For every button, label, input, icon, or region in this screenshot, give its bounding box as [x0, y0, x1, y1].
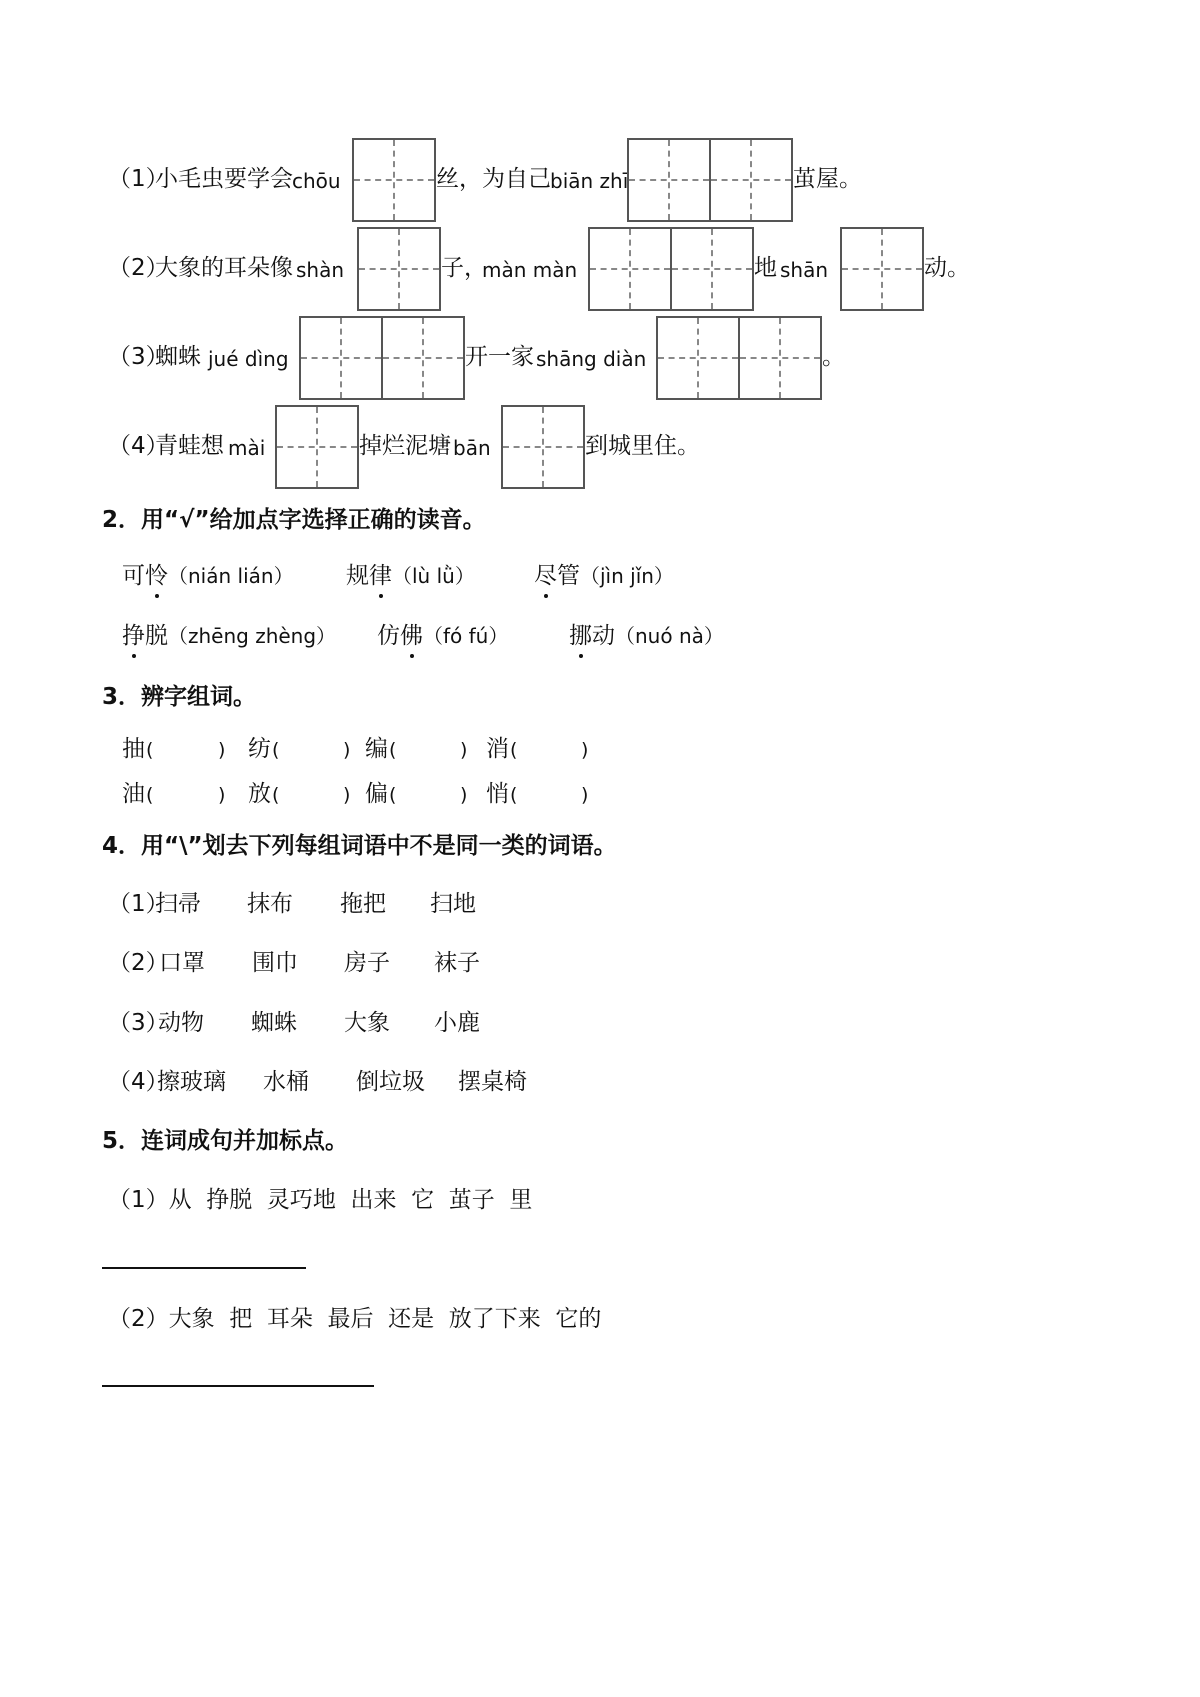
writing-box[interactable]	[275, 405, 359, 489]
word[interactable]: 拖把	[340, 891, 386, 917]
paren-close: )	[581, 739, 589, 761]
item-number: （2）	[108, 255, 169, 281]
answer-line[interactable]	[102, 1267, 306, 1269]
sentence-text: 蜘蛛	[155, 344, 201, 370]
answer-line[interactable]	[102, 1385, 374, 1387]
char: 放	[248, 781, 271, 807]
paren-close: )	[343, 739, 351, 761]
writing-box[interactable]	[670, 227, 754, 311]
dotted-char: 挣	[122, 623, 145, 649]
paren-close: )	[218, 739, 226, 761]
dotted-char: 尽	[534, 563, 557, 589]
reading-choice	[569, 625, 724, 648]
pinyin: shāng diàn	[536, 347, 647, 371]
reading-choice	[377, 625, 508, 648]
paren-open: (	[272, 784, 280, 806]
paren-open: (	[146, 739, 154, 761]
writing-box[interactable]	[588, 227, 672, 311]
writing-box[interactable]	[299, 316, 383, 400]
paren-open: (	[389, 784, 397, 806]
char: 可	[122, 563, 145, 589]
group-number: （1）	[108, 891, 169, 917]
sentence-words-2: （2）大象 把 耳朵 最后 还是 放了下来 它的	[108, 1306, 602, 1332]
paren-close: )	[218, 784, 226, 806]
char: 动	[592, 623, 615, 649]
word[interactable]: 擦玻璃	[157, 1069, 226, 1095]
writing-box[interactable]	[709, 138, 793, 222]
item-number: （3）	[108, 344, 169, 370]
word[interactable]: 动物	[158, 1010, 204, 1036]
word[interactable]: 蜘蛛	[251, 1010, 297, 1036]
question-2-title: 2．用“√”给加点字选择正确的读音。	[102, 507, 486, 533]
pinyin: bān	[453, 436, 491, 460]
writing-box[interactable]	[352, 138, 436, 222]
question-3-title: 3．辨字组词。	[102, 684, 257, 710]
writing-box[interactable]	[501, 405, 585, 489]
sentence-text: 掉烂泥塘	[359, 433, 451, 459]
paren-open: (	[389, 739, 397, 761]
char: 消	[486, 736, 509, 762]
writing-box[interactable]	[738, 316, 822, 400]
paren-close: )	[343, 784, 351, 806]
pinyin: màn màn	[482, 258, 578, 282]
char: 仿	[377, 623, 400, 649]
question-5-title: 5．连词成句并加标点。	[102, 1128, 349, 1154]
writing-box[interactable]	[357, 227, 441, 311]
pinyin: shàn	[296, 258, 345, 282]
char: 脱	[145, 623, 168, 649]
char: 悄	[486, 781, 509, 807]
group-number: （4）	[108, 1069, 169, 1095]
writing-box[interactable]	[627, 138, 711, 222]
paren-open: (	[146, 784, 154, 806]
paren-close: )	[460, 784, 468, 806]
item-number: （4）	[108, 433, 169, 459]
question-4-title: 4．用“\”划去下列每组词语中不是同一类的词语。	[102, 833, 617, 859]
pinyin-options[interactable]: （jìn jǐn）	[580, 564, 674, 588]
word[interactable]: 大象	[344, 1010, 390, 1036]
dotted-char: 怜	[145, 563, 168, 589]
item-number: （1）	[108, 166, 169, 192]
pinyin-options[interactable]: （zhēng zhèng）	[168, 624, 337, 648]
word[interactable]: 水桶	[263, 1069, 309, 1095]
pinyin-options[interactable]: （nián lián）	[168, 564, 294, 588]
word[interactable]: 扫地	[430, 891, 476, 917]
reading-choice	[122, 565, 294, 588]
paren-open: (	[510, 784, 518, 806]
sentence-text: 青蛙想	[155, 433, 224, 459]
word[interactable]: 抹布	[247, 891, 293, 917]
pinyin: mài	[228, 436, 266, 460]
pinyin-options[interactable]: （lù lǜ）	[392, 564, 475, 588]
word[interactable]: 倒垃圾	[356, 1069, 425, 1095]
sentence-text: 到城里住。	[585, 433, 700, 459]
pinyin-options[interactable]: （nuó nà）	[615, 624, 724, 648]
dotted-char: 佛	[400, 623, 423, 649]
dotted-char: 律	[369, 563, 392, 589]
sentence-text: 大象的耳朵像	[155, 255, 293, 281]
reading-choice	[346, 565, 475, 588]
char: 管	[557, 563, 580, 589]
sentence-text: 。	[822, 344, 845, 370]
writing-box[interactable]	[381, 316, 465, 400]
pinyin: biān zhī	[550, 169, 629, 193]
writing-box[interactable]	[840, 227, 924, 311]
pinyin: shān	[780, 258, 829, 282]
reading-choice	[534, 565, 674, 588]
sentence-text: 丝，为自己	[436, 166, 551, 192]
reading-choice	[122, 625, 336, 648]
char: 编	[365, 736, 388, 762]
pinyin: chōu	[292, 169, 341, 193]
word[interactable]: 扫帚	[155, 891, 201, 917]
char: 抽	[122, 736, 145, 762]
paren-open: (	[510, 739, 518, 761]
sentence-text: 小毛虫要学会	[155, 166, 293, 192]
sentence-text: 开一家	[465, 344, 534, 370]
word[interactable]: 口罩	[159, 950, 205, 976]
group-number: （3）	[108, 1010, 169, 1036]
sentence-words-1: （1）从 挣脱 灵巧地 出来 它 茧子 里	[108, 1187, 533, 1213]
char: 纺	[248, 736, 271, 762]
writing-box[interactable]	[656, 316, 740, 400]
sentence-text: 地	[754, 255, 777, 281]
paren-open: (	[272, 739, 280, 761]
sentence-text: 茧屋。	[793, 166, 862, 192]
sentence-text: 动。	[924, 255, 970, 281]
word[interactable]: 房子	[344, 950, 390, 976]
pinyin: jué dìng	[208, 347, 289, 371]
word[interactable]: 袜子	[434, 950, 480, 976]
word[interactable]: 围巾	[252, 950, 298, 976]
word[interactable]: 摆桌椅	[458, 1069, 527, 1095]
char: 偏	[365, 781, 388, 807]
dotted-char: 挪	[569, 623, 592, 649]
group-number: （2）	[108, 950, 169, 976]
paren-close: )	[581, 784, 589, 806]
word[interactable]: 小鹿	[434, 1010, 480, 1036]
pinyin-options[interactable]: （fó fú）	[423, 624, 509, 648]
paren-close: )	[460, 739, 468, 761]
char: 规	[346, 563, 369, 589]
char: 油	[122, 781, 145, 807]
sentence-text: 子，	[441, 255, 487, 281]
